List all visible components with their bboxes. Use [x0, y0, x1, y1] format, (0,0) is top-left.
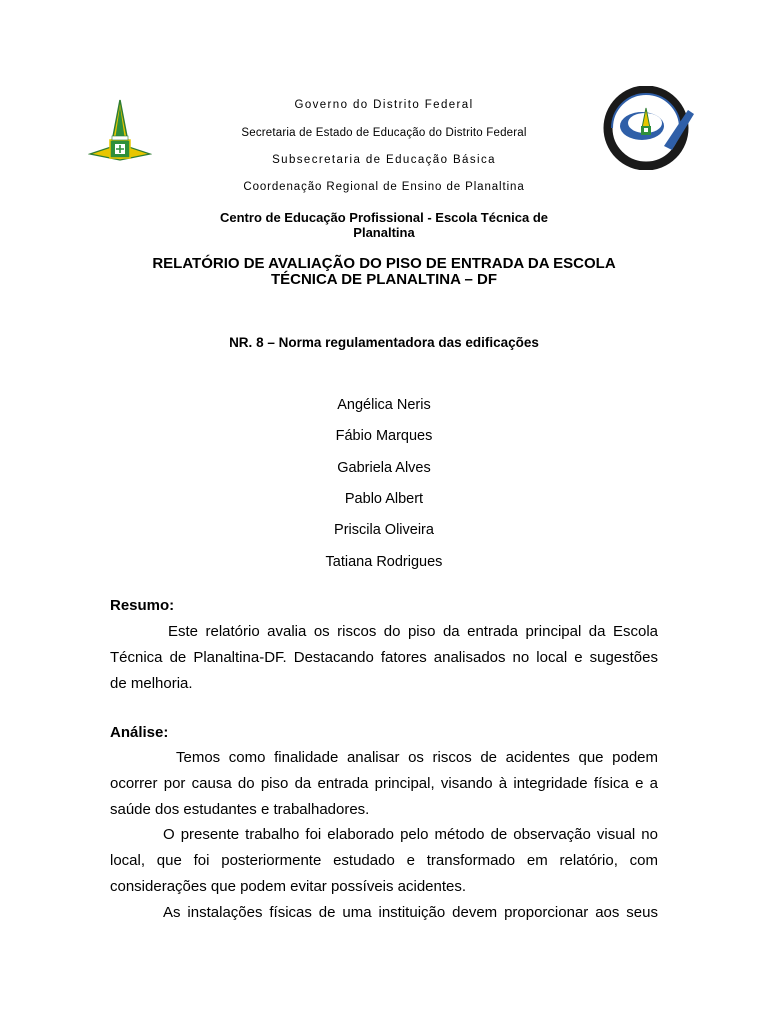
report-title-line-2: TÉCNICA DE PLANALTINA – DF: [270, 271, 498, 288]
paragraph-line: saúde dos estudantes e trabalhadores.: [110, 801, 370, 818]
paragraph-line: As instalações físicas de uma instituição devem proporcionar aos seus: [163, 904, 658, 921]
author-name: Pablo Albert: [344, 491, 424, 507]
report-subtitle: NR. 8 – Norma regulamentadora das edificações: [229, 335, 539, 350]
author-name: Fábio Marques: [335, 428, 433, 444]
paragraph-line: considerações que podem evitar possíveis acidentes.: [110, 878, 467, 895]
resumo-paragraph: [110, 619, 658, 697]
header-line-secretaria: Secretaria de Estado de Educação do Distrito Federal: [241, 127, 527, 139]
author-name: Gabriela Alves: [337, 460, 431, 476]
author-name: Priscila Oliveira: [334, 522, 434, 538]
paragraph-line: Temos como finalidade analisar os riscos de acidentes que podem: [176, 749, 658, 766]
paragraph-line: O presente trabalho foi elaborado pelo método de observação visual no: [163, 826, 658, 843]
header-line-subsecretaria: Subsecretaria de Educação Básica: [272, 154, 496, 166]
institution-line-1: Centro de Educação Profissional - Escola Técnica de: [220, 210, 548, 225]
header-line-governo: Governo do Distrito Federal: [294, 99, 474, 111]
paragraph-line: local, que foi posteriormente estudado e transformado em relatório, com: [110, 852, 658, 869]
header-line-coordenacao: Coordenação Regional de Ensino de Planaltina: [243, 181, 525, 193]
analise-paragraph-3: [110, 900, 658, 926]
institution-line-2: Planaltina: [353, 225, 415, 240]
paragraph-line: ocorrer por causa do piso da entrada principal, visando à integridade física e a: [110, 775, 658, 792]
analise-heading: Análise:: [110, 724, 169, 741]
report-title-line-1: RELATÓRIO DE AVALIAÇÃO DO PISO DE ENTRADA DA ESCOLA: [152, 255, 616, 272]
author-name: Tatiana Rodrigues: [325, 554, 443, 570]
analise-paragraph-1: [110, 745, 658, 823]
analise-paragraph-2: [110, 822, 658, 900]
resumo-heading: Resumo:: [110, 597, 175, 614]
paragraph-line: de melhoria.: [110, 675, 193, 692]
author-name: Angélica Neris: [337, 397, 431, 413]
paragraph-line: Este relatório avalia os riscos do piso da entrada principal da Escola: [168, 623, 658, 640]
paragraph-line: Técnica de Planaltina-DF. Destacando fatores analisados no local e sugestões: [110, 649, 658, 666]
